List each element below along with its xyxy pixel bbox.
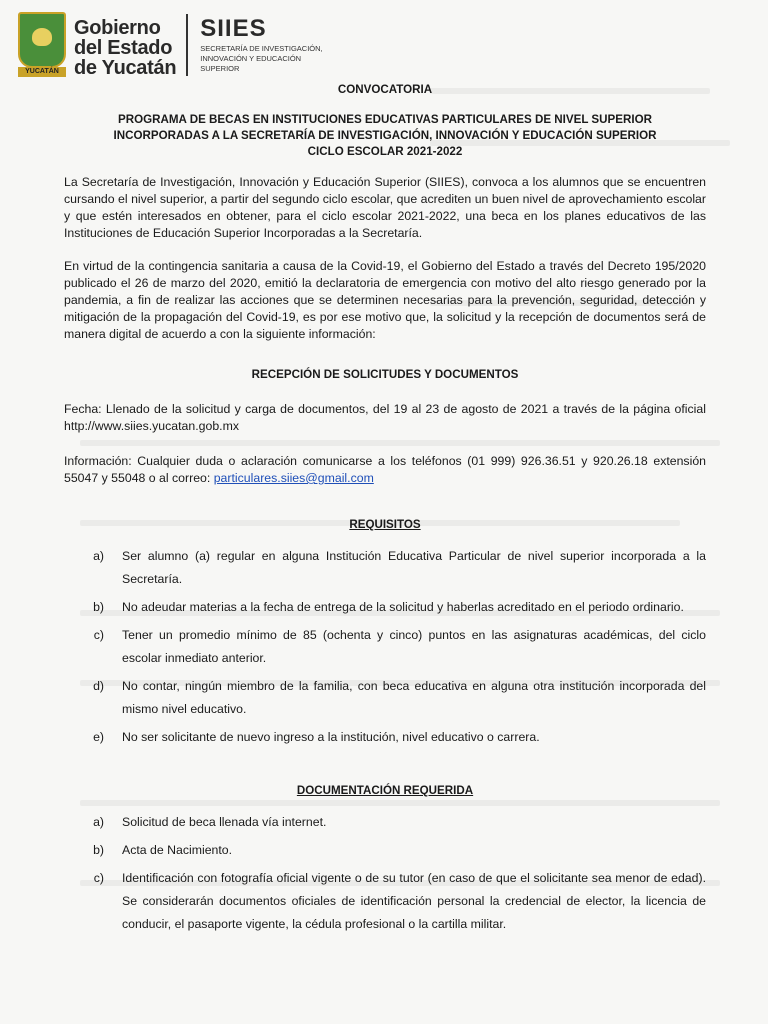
letterhead xyxy=(18,12,323,82)
siies-logo: SIIES SECRETARÍA DE INVESTIGACIÓN, INNOVACIÓN Y EDUCACIÓN SUPERIOR xyxy=(200,15,323,73)
convocatoria-heading: CONVOCATORIA xyxy=(337,83,433,96)
list-item: c) Tener un promedio mínimo de 85 (ochenta y cinco) puntos en las asignaturas académicas, del ciclo escolar inmediato anterior. xyxy=(93,628,706,665)
list-item: e) No ser solicitante de nuevo ingreso a la institución, nivel educativo o carrera. xyxy=(93,730,540,744)
list-item: b) Acta de Nacimiento. xyxy=(93,843,233,857)
header-divider xyxy=(186,14,188,76)
government-name: Gobierno del Estado de Yucatán xyxy=(74,17,177,79)
email-link[interactable]: particulares.siies@gmail.com xyxy=(213,471,374,485)
document-body xyxy=(64,82,706,941)
fecha-paragraph: Fecha: Llenado de la solicitud y carga de documentos, del 19 al 23 de agosto de 2021 a través de la página oficial http://www.siies.yucatan.gob.mx xyxy=(64,402,706,433)
bleed-through-header xyxy=(630,8,740,68)
yucatan-seal-icon: YUCATÁN xyxy=(18,12,66,78)
documentacion-heading: DOCUMENTACIÓN REQUERIDA xyxy=(296,784,474,797)
list-item: a) Solicitud de beca llenada vía internet. xyxy=(93,815,327,829)
list-item: b) No adeudar materias a la fecha de entrega de la solicitud y haberlas acreditado en el periodo ordinario. xyxy=(93,600,684,614)
covid-paragraph: En virtud de la contingencia sanitaria a causa de la Covid-19, el Gobierno del Estado a través del Decreto 195/2020 publicado el 26 de marzo del 2020, emitió la declaratoria de emergencia con motivo del alto riesgo generado por la pandemia, a fin de realizar las acciones que se determinen necesarias para la prevención, seguridad, detección y mitigación de la propagación del Covid-19, es por ese motivo que, la solicitud y la recepción de documentos será de manera digital de acuerdo a con la siguiente información: xyxy=(64,259,706,341)
list-item: d) No contar, ningún miembro de la familia, con beca educativa en alguna otra institución incorporada del mismo nivel educativo. xyxy=(93,679,706,716)
list-item: a) Ser alumno (a) regular en alguna Institución Educativa Particular de nivel superior incorporada a la Secretaría. xyxy=(93,549,706,586)
documentacion-list xyxy=(64,811,706,936)
requisitos-heading: REQUISITOS xyxy=(349,518,421,531)
list-item: c) Identificación con fotografía oficial vigente o de su tutor (en caso de que el solicitante sea menor de edad). Se considerarán documentos oficiales de identificación personal la credencial de elector, la licencia de conducir, el pasaporte vigente, la cédula profesional o la cartilla militar. xyxy=(93,871,706,931)
program-title: PROGRAMA DE BECAS EN INSTITUCIONES EDUCATIVAS PARTICULARES DE NIVEL SUPERIOR INCORPORADAS A LA SECRETARÍA DE INVESTIGACIÓN, INNOVACIÓN Y EDUCACIÓN SUPERIOR CICLO ESCOLAR 2021-2022 xyxy=(113,113,657,158)
informacion-paragraph: Información: Cualquier duda o aclaración comunicarse a los teléfonos (01 999) 926.36.51 y 920.26.18 extensión 55047 y 55048 o al correo: particulares.siies@gmail.com xyxy=(64,454,706,485)
requisitos-list xyxy=(64,545,706,749)
intro-paragraph: La Secretaría de Investigación, Innovación y Educación Superior (SIIES), convoca a los alumnos que se encuentren cursando el nivel superior, a partir del segundo ciclo escolar, que acrediten un buen nivel de aprovechamiento escolar y que estén interesados en obtener, para el ciclo escolar 2021-2022, una beca en los planes educativos de las Instituciones de Educación Superior Incorporadas a la Secretaría. xyxy=(64,175,706,240)
reception-heading: RECEPCIÓN DE SOLICITUDES Y DOCUMENTOS xyxy=(251,368,519,381)
